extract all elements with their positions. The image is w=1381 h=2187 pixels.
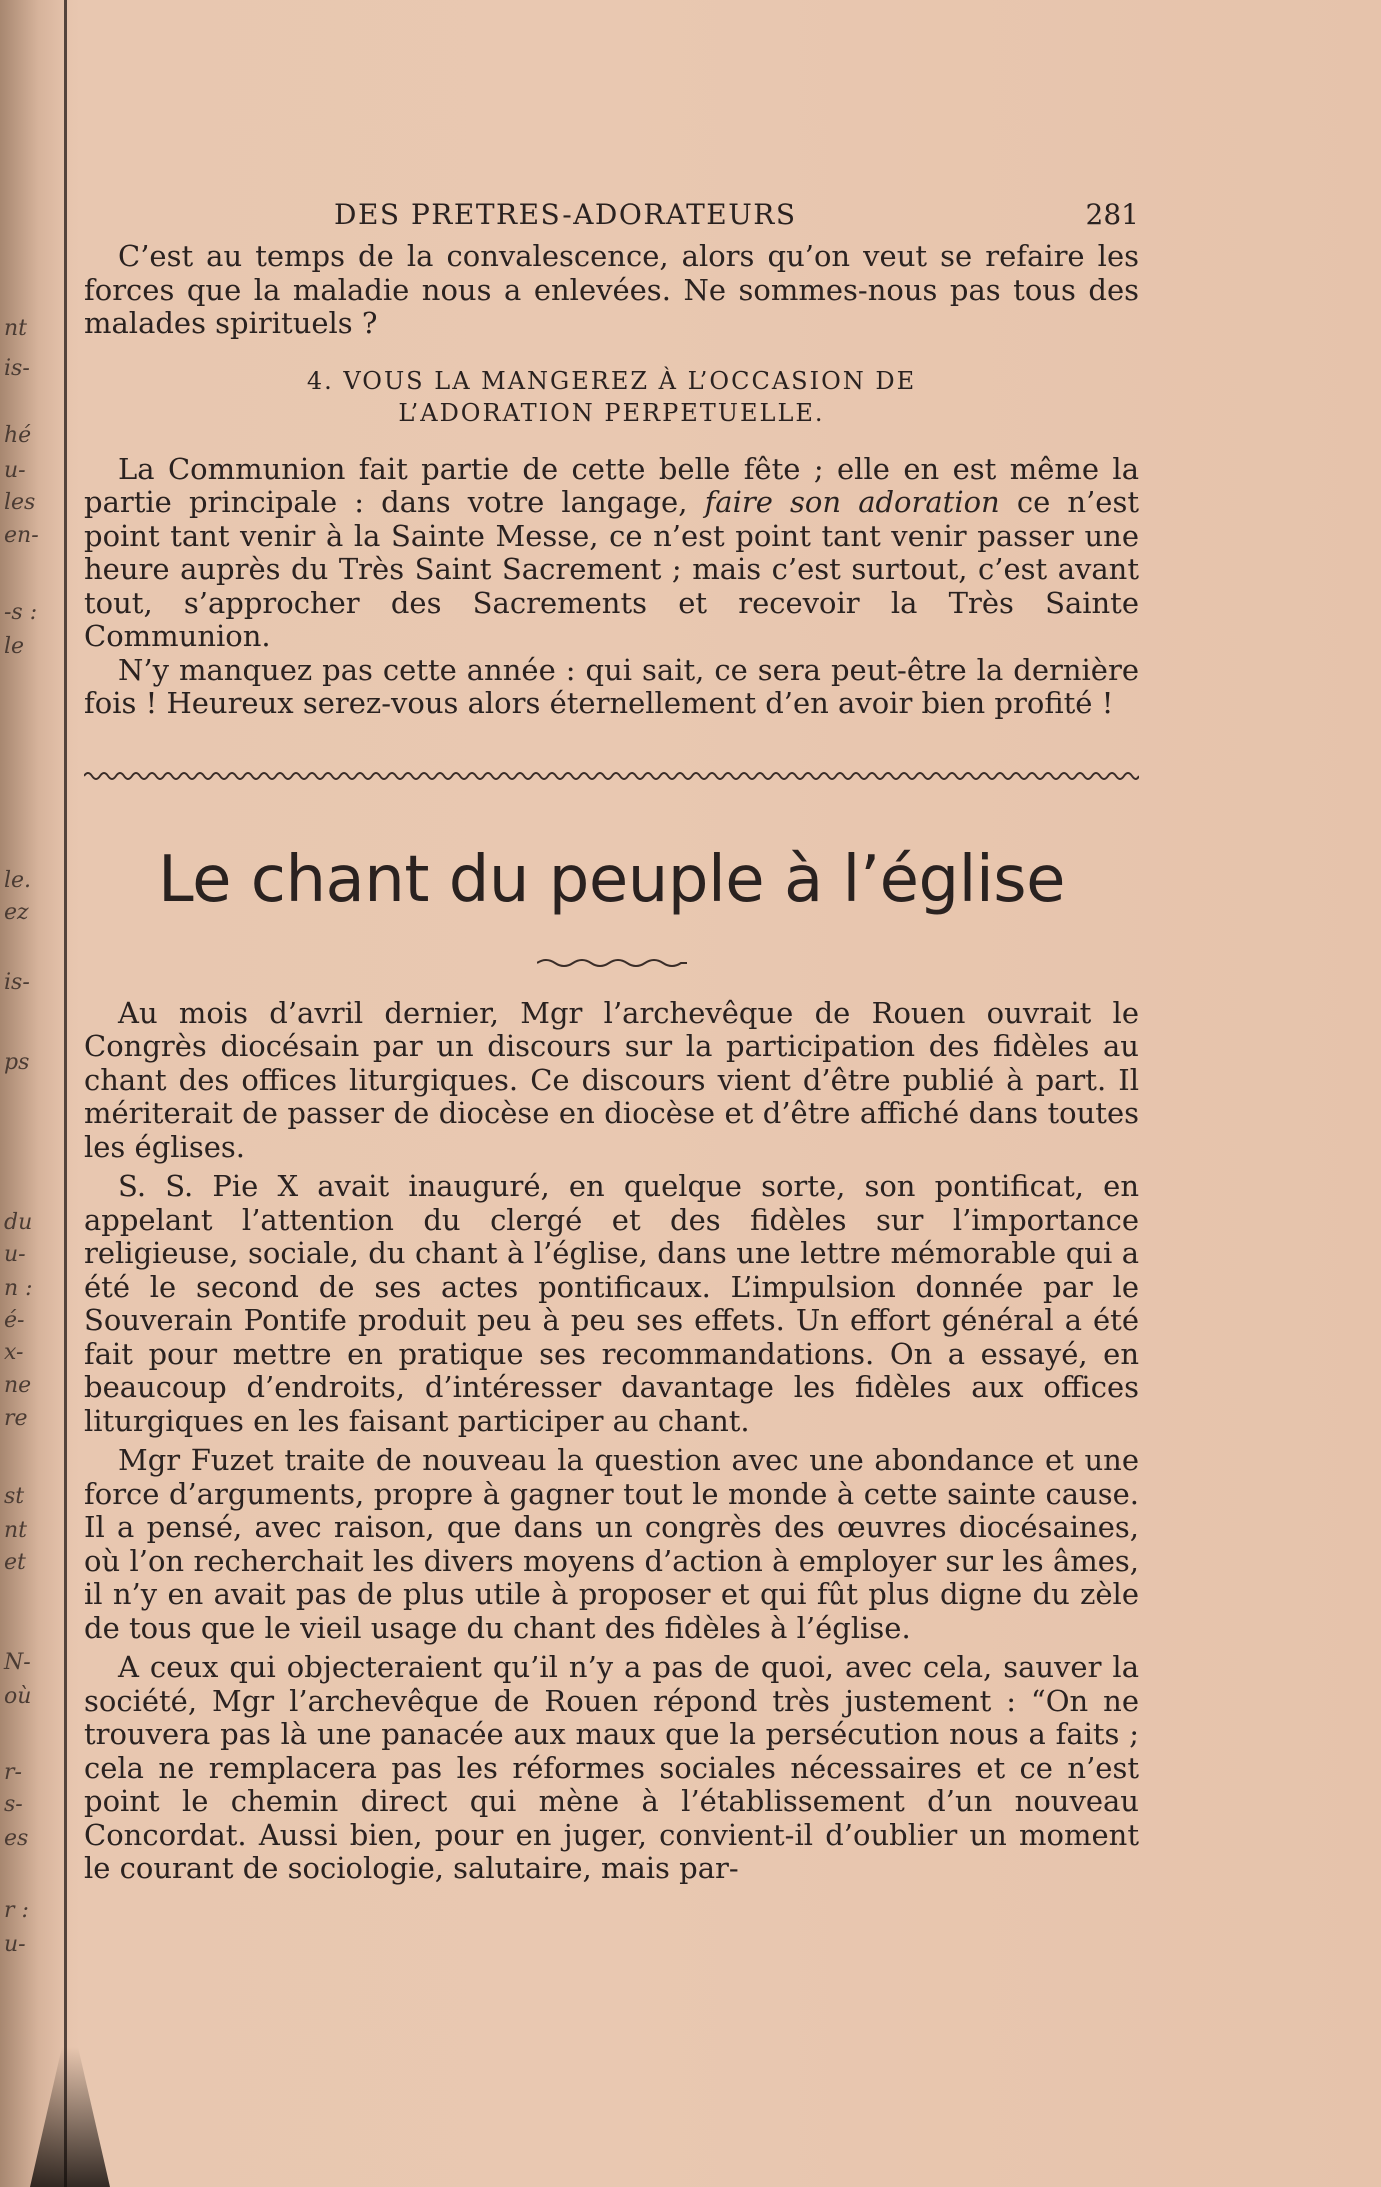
facing-page-fragment: n : [4,1276,33,1301]
facing-page-fragment: is- [4,356,30,381]
text-column [84,190,1139,1892]
article-paragraph: A ceux qui objecteraient qu’il n’y a pas de quoi, avec cela, sauver la société, Mgr l’archevêque de Rouen répond très justement : “On ne trouvera pas là une panacée aux maux que la persécution nous a faits ; cela ne remplacera pas les réformes sociales nécessaires et ce n’est point le chemin direct qui mène à l’établissement d’un nouveau Concordat. Aussi bien, pour en juger, convient-il d’oublier un moment le courant de sociologie, salutaire, mais par- [84,1650,1139,1885]
text-run: ce n’est point tant venir à la Sainte Messe, ce n’est point tant venir passer une heure auprès du Très Saint Sacrement ; mais c’est surtout, c’est avant tout, s’approcher des Sacrements et recevoir la Très Sainte Communion. [84,485,1140,653]
facing-page-fragment: u- [4,458,26,483]
running-head [84,190,1139,240]
facing-page-fragment: N- [4,1650,31,1675]
facing-page-fragment: s- [4,1792,23,1817]
facing-page-fragment: hé [4,423,32,448]
facing-page-fragment: ne [4,1373,32,1398]
facing-page-fragment: u- [4,1242,26,1267]
facing-page-fragment: du [4,1210,33,1235]
article-title: Le chant du peuple à l’église [158,842,1065,917]
facing-page-fragment: st [4,1484,25,1509]
emphasis-text: faire son adoration [704,485,1000,519]
facing-page-fragment: é- [4,1308,25,1333]
article-paragraph: Mgr Fuzet traite de nouveau la question avec une abondance et une force d’arguments, propre à gagner tout le monde à cette sainte cause. Il a pensé, avec raison, que dans un congrès des œuvres diocésaines, où l’on recherchait les divers moyens d’action à employer sur les âmes, il n’y en avait pas de plus utile à proposer et qui fût plus digne du zèle de tous que le vieil usage du chant des fidèles à l’église. [84,1443,1139,1645]
intro-paragraph: C’est au temps de la convalescence, alors qu’on veut se refaire les forces que la maladie nous a enlevées. Ne sommes-nous pas tous des malades spirituels ? [84,239,1139,340]
facing-page-fragment: ez [4,900,29,925]
article [84,843,1139,1886]
facing-page-fragment: nt [4,316,28,341]
section-heading-line: 4. VOUS LA MANGEREZ À L’OCCASION DE [306,366,917,395]
facing-page-fragment: -s : [4,600,38,625]
facing-page-fragment: x- [4,1340,24,1365]
wavy-rule-icon [84,769,1139,783]
title-ornament-icon [537,957,687,969]
article-paragraph: S. S. Pie X avait inauguré, en quelque sorte, son pontificat, en appelant l’attention du clergé et des fidèles sur l’importance religieuse, sociale, du chant à l’église, dans une lettre mémorable qui a été le second de ses actes pontificaux. L’impulsion donnée par le Souverain Pontife produit peu à peu ses effets. Un effort général a été fait pour mettre en pratique ses recommandations. On a essayé, en beaucoup d’endroits, d’intéresser davantage les fidèles aux offices liturgiques en les faisant participer au chant. [84,1169,1139,1438]
section-paragraph: N’y manquez pas cette année : qui sait, ce sera peut-être la dernière fois ! Heureux serez-vous alors éternellement d’en avoir bien profité ! [84,652,1139,720]
facing-page-fragment: is- [4,970,30,995]
ornamental-divider [84,769,1139,783]
facing-page-fragment: re [4,1406,28,1431]
facing-page-fragment: en- [4,523,39,548]
binding-line [64,0,67,2187]
running-head-title: DES PRETRES-ADORATEURS [334,198,797,231]
facing-page-fragment: le [4,634,25,659]
facing-page-fragment: u- [4,1932,26,1957]
facing-page-fragment: ps [4,1050,30,1075]
facing-page-fragment: où [4,1684,32,1709]
facing-page-fragment: et [4,1550,26,1575]
section-paragraph [84,453,1139,654]
facing-page-fragment: les [4,490,36,515]
article-paragraph: Au mois d’avril dernier, Mgr l’archevêque de Rouen ouvrait le Congrès diocésain par un discours sur la participation des fidèles au chant des offices liturgiques. Ce discours vient d’être publié à part. Il mériterait de passer de diocèse en diocèse et d’être affiché dans toutes les églises. [84,995,1139,1164]
page-number: 281 [1085,198,1139,231]
facing-page-fragment: le. [4,868,32,893]
section-heading [84,365,1139,429]
text-run: La Communion fait partie de cette belle fête ; elle en est même la partie principale : dans votre langage, [84,451,1139,519]
facing-page-fragment: es [4,1826,29,1851]
facing-page-fragment: r- [4,1760,22,1785]
section-heading-line: L’ADORATION PERPETUELLE. [398,398,825,427]
facing-page-fragment: nt [4,1518,28,1543]
facing-page-fragment: r : [4,1898,29,1923]
